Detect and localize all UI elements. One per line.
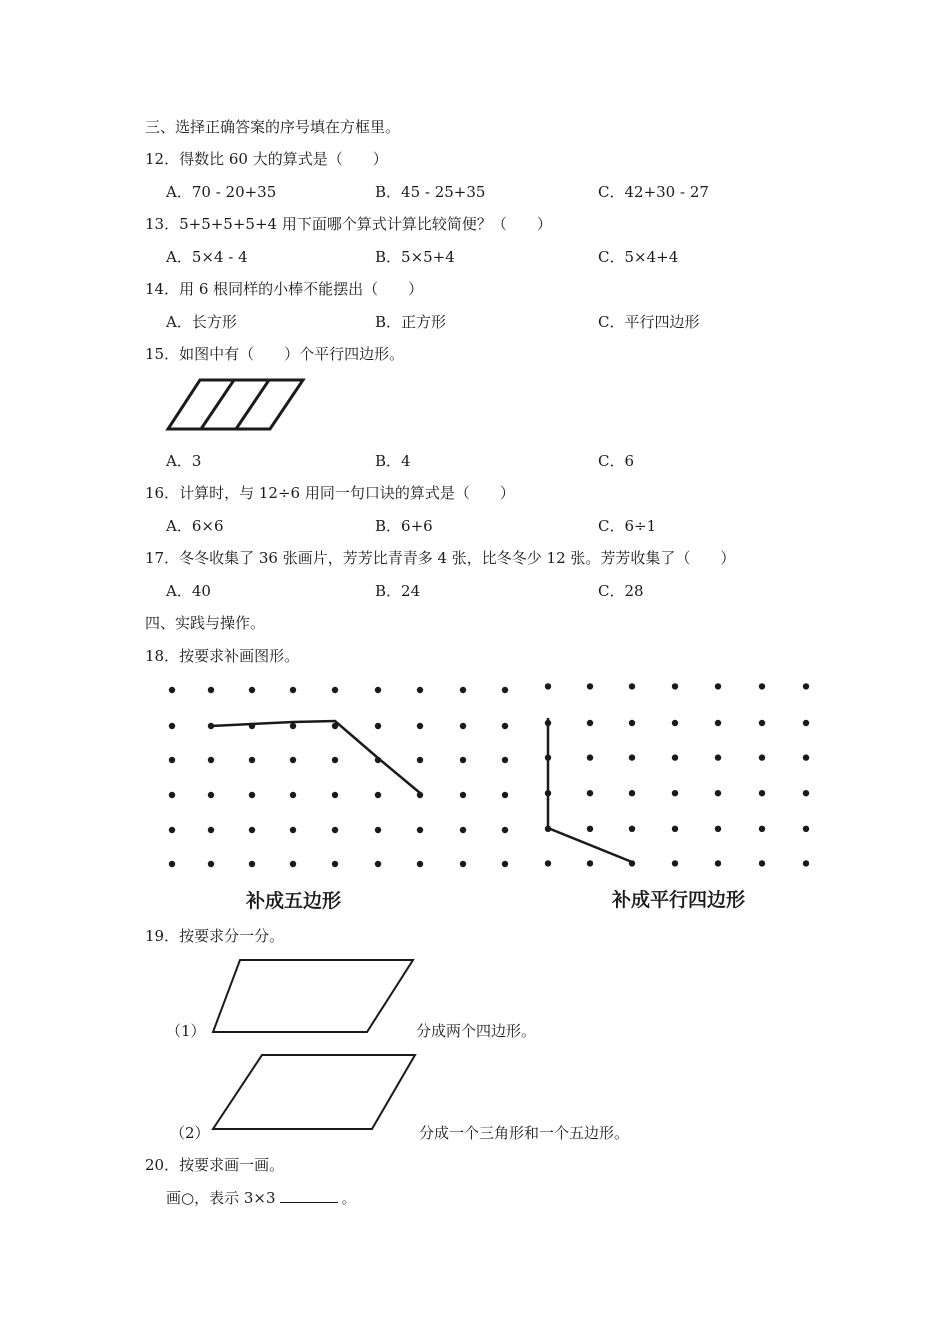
question-17-stem: 17．冬冬收集了 36 张画片，芳芳比青青多 4 张，比冬冬少 12 张。芳芳收集了（ ） bbox=[145, 549, 736, 567]
grid-dot bbox=[672, 683, 678, 689]
grid-dot bbox=[290, 792, 296, 798]
q15-option-c: C．6 bbox=[598, 452, 635, 470]
grid-dot bbox=[629, 683, 635, 689]
grid-dot bbox=[502, 827, 508, 833]
grid-dot bbox=[502, 687, 508, 693]
grid-dot bbox=[759, 683, 765, 689]
grid-dot bbox=[332, 861, 338, 867]
grid-dot bbox=[332, 757, 338, 763]
grid-dot bbox=[417, 687, 423, 693]
grid-dot bbox=[208, 861, 214, 867]
grid-dot bbox=[803, 826, 809, 832]
grid-dot bbox=[715, 826, 721, 832]
q14-option-c: C．平行四边形 bbox=[598, 313, 700, 331]
grid-dot bbox=[759, 720, 765, 726]
q12-option-c: C．42+30 - 27 bbox=[598, 183, 709, 201]
parallelogram-1 bbox=[210, 956, 420, 1036]
grid-dot bbox=[672, 860, 678, 866]
q15-option-b: B．4 bbox=[375, 452, 411, 470]
question-18-stem: 18．按要求补画图形。 bbox=[145, 647, 300, 665]
grid-dot bbox=[417, 861, 423, 867]
grid-dot bbox=[169, 757, 175, 763]
answer-blank[interactable] bbox=[280, 1188, 338, 1203]
grid-dot bbox=[672, 754, 678, 760]
q20-instruction-line bbox=[166, 1188, 357, 1208]
grid-dot bbox=[375, 861, 381, 867]
grid-dot bbox=[587, 683, 593, 689]
grid-dot bbox=[803, 683, 809, 689]
grid-dot bbox=[502, 723, 508, 729]
question-14-stem: 14．用 6 根同样的小棒不能摆出（ ） bbox=[145, 280, 424, 298]
q14-option-a: A．长方形 bbox=[166, 313, 237, 331]
grid-dot bbox=[629, 720, 635, 726]
part-2-text: 分成一个三角形和一个五边形。 bbox=[419, 1124, 630, 1142]
grid-dot bbox=[249, 757, 255, 763]
grid-dot bbox=[169, 861, 175, 867]
grid-dot bbox=[290, 827, 296, 833]
grid-dot bbox=[460, 757, 466, 763]
grid-dot bbox=[803, 790, 809, 796]
q17-option-b: B．24 bbox=[375, 582, 421, 600]
grid-dot bbox=[417, 827, 423, 833]
section-3-title: 三、选择正确答案的序号填在方框里。 bbox=[145, 118, 401, 136]
grid-dot bbox=[502, 757, 508, 763]
part-2-label: （2） bbox=[170, 1124, 210, 1142]
grid-dot bbox=[460, 827, 466, 833]
grid-dot bbox=[249, 861, 255, 867]
grid-dot bbox=[249, 687, 255, 693]
grid-dot bbox=[290, 723, 296, 729]
q17-option-a: A．40 bbox=[166, 582, 211, 600]
question-13-stem: 13．5+5+5+5+4 用下面哪个算式计算比较简便？（ ） bbox=[145, 215, 552, 233]
grid-dot bbox=[587, 754, 593, 760]
grid-dot bbox=[290, 687, 296, 693]
grid-dot bbox=[672, 720, 678, 726]
grid-dot bbox=[290, 757, 296, 763]
caption-parallelogram: 补成平行四边形 bbox=[612, 889, 746, 911]
grid-dot bbox=[417, 723, 423, 729]
grid-dot bbox=[803, 720, 809, 726]
grid-dot bbox=[169, 792, 175, 798]
grid-dot bbox=[460, 861, 466, 867]
dot-grid-right bbox=[545, 683, 809, 866]
grid-dot bbox=[290, 861, 296, 867]
q13-option-b: B．5×5+4 bbox=[375, 248, 455, 266]
question-20-stem: 20．按要求画一画。 bbox=[145, 1156, 285, 1174]
q13-option-c: C．5×4+4 bbox=[598, 248, 679, 266]
grid-dot bbox=[375, 723, 381, 729]
q14-option-b: B．正方形 bbox=[375, 313, 447, 331]
grid-dot bbox=[629, 754, 635, 760]
grid-dot bbox=[502, 792, 508, 798]
grid-dot bbox=[587, 860, 593, 866]
grid-dot bbox=[715, 790, 721, 796]
q20-end: 。 bbox=[341, 1189, 357, 1207]
grid-dot bbox=[249, 792, 255, 798]
grid-dot bbox=[417, 757, 423, 763]
grid-dot bbox=[332, 792, 338, 798]
question-15-stem: 15．如图中有（ ）个平行四边形。 bbox=[145, 345, 405, 363]
q12-option-b: B．45 - 25+35 bbox=[375, 183, 486, 201]
grid-dot bbox=[375, 827, 381, 833]
grid-dot bbox=[759, 826, 765, 832]
grid-dot bbox=[208, 757, 214, 763]
q16-option-c: C．6÷1 bbox=[598, 517, 657, 535]
grid-dot bbox=[208, 792, 214, 798]
grid-dot bbox=[587, 790, 593, 796]
grid-dot bbox=[672, 826, 678, 832]
grid-dot bbox=[629, 790, 635, 796]
q17-option-c: C．28 bbox=[598, 582, 644, 600]
grid-dot bbox=[759, 790, 765, 796]
grid-dot bbox=[375, 687, 381, 693]
grid-dot bbox=[169, 827, 175, 833]
part-1-label: （1） bbox=[166, 1022, 206, 1040]
caption-pentagon: 补成五边形 bbox=[246, 890, 342, 912]
grid-dot bbox=[545, 683, 551, 689]
grid-dot bbox=[587, 826, 593, 832]
grid-dot bbox=[715, 683, 721, 689]
grid-dot bbox=[208, 827, 214, 833]
grid-dot bbox=[460, 723, 466, 729]
grid-dot bbox=[715, 720, 721, 726]
grid-dot bbox=[169, 687, 175, 693]
grid-dot bbox=[759, 754, 765, 760]
section-4-title: 四、实践与操作。 bbox=[145, 614, 266, 632]
grid-dot bbox=[545, 860, 551, 866]
q16-option-b: B．6+6 bbox=[375, 517, 433, 535]
dot-grid-left bbox=[169, 687, 508, 867]
parallelogram-2 bbox=[210, 1052, 420, 1134]
grid-dot bbox=[249, 827, 255, 833]
q15-option-a: A．3 bbox=[166, 452, 202, 470]
grid-dot bbox=[803, 860, 809, 866]
q13-option-a: A．5×4 - 4 bbox=[166, 248, 248, 266]
pentagon-partial-lines bbox=[211, 721, 420, 793]
grid-dot bbox=[460, 687, 466, 693]
question-16-stem: 16．计算时，与 12÷6 用同一句口诀的算式是（ ） bbox=[145, 484, 515, 502]
q16-option-a: A．6×6 bbox=[166, 517, 224, 535]
grid-dot bbox=[332, 827, 338, 833]
grid-dot bbox=[208, 687, 214, 693]
grid-dot bbox=[629, 826, 635, 832]
grid-dot bbox=[169, 723, 175, 729]
q12-option-a: A．70 - 20+35 bbox=[166, 183, 277, 201]
dot-grid-figure bbox=[0, 670, 950, 910]
grid-dot bbox=[803, 754, 809, 760]
grid-dot bbox=[460, 792, 466, 798]
grid-dot bbox=[587, 720, 593, 726]
question-12-stem: 12．得数比 60 大的算式是（ ） bbox=[145, 150, 388, 168]
part-1-text: 分成两个四边形。 bbox=[416, 1022, 537, 1040]
grid-dot bbox=[375, 792, 381, 798]
grid-dot bbox=[715, 754, 721, 760]
grid-dot bbox=[715, 860, 721, 866]
q20-instruction: 画○，表示 3×3 bbox=[166, 1189, 276, 1207]
grid-dot bbox=[759, 860, 765, 866]
grid-dot bbox=[672, 790, 678, 796]
grid-dot bbox=[502, 861, 508, 867]
grid-dot bbox=[332, 687, 338, 693]
parallelogram-figure bbox=[165, 377, 305, 433]
question-19-stem: 19．按要求分一分。 bbox=[145, 927, 285, 945]
